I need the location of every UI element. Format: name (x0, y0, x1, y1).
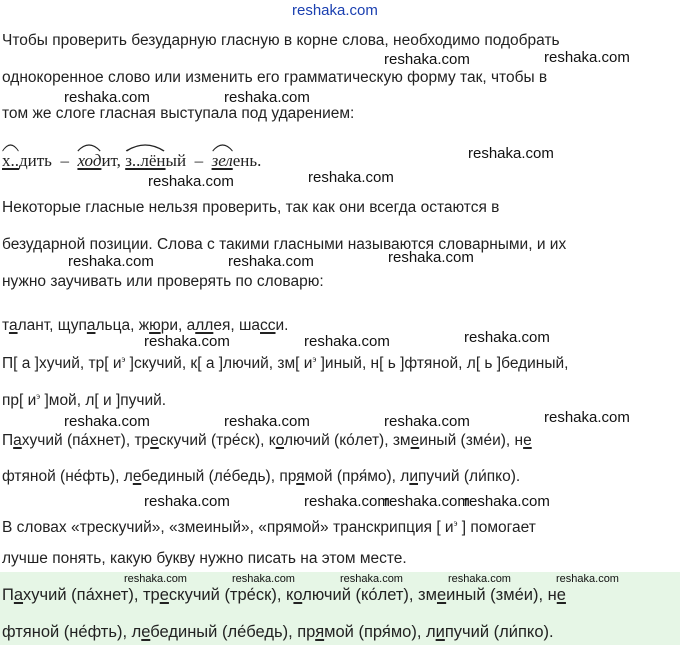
watermark: reshaka.com (544, 409, 630, 426)
watermark: reshaka.com (340, 573, 403, 585)
watermark: reshaka.com (304, 333, 390, 350)
watermark: reshaka.com (384, 493, 470, 510)
root-arc-3: з..лён (125, 151, 165, 171)
watermark: reshaka.com (224, 89, 310, 106)
answer-line-1: Пахучий (па́хнет), трескучий (тре́ск), колючий (ко́лет), змеиный (зме́и), не (2, 432, 532, 449)
watermark: reshaka.com (124, 573, 187, 585)
watermark: reshaka.com (64, 413, 150, 430)
para2-line-3: нужно заучивать или проверять по словарю: (2, 273, 324, 290)
watermark: reshaka.com (384, 413, 470, 430)
task-line-2: пр[ $и^э$ ]мой, л[ и ]пучий. (2, 391, 167, 410)
para2-line-1: Некоторые гласные нельзя проверить, так как они всегда остаются в (2, 199, 500, 216)
root-arc-2: ход (77, 151, 101, 171)
root-example: х..дить – ходит, з..лёный – зелень. (2, 151, 261, 171)
watermark: reshaka.com (464, 329, 550, 346)
watermark: reshaka.com (148, 173, 234, 190)
watermark: reshaka.com (304, 493, 390, 510)
watermark: reshaka.com (556, 573, 619, 585)
intro-line-1: Чтобы проверить безударную гласную в корне слова, необходимо подобрать (2, 32, 560, 49)
site-link[interactable]: reshaka.com (292, 2, 378, 19)
task-line-1: П[ а ]хучий, тр[ $и^э$ ]скучий, к[ а ]лючий, зм[ $и^э$ ]иный, н[ ь ]фтяной, л[ ь ]бединый, (2, 354, 569, 373)
watermark: reshaka.com (68, 253, 154, 270)
intro-line-2: однокоренное слово или изменить его грамматическую форму так, чтобы в (2, 69, 548, 86)
watermark: reshaka.com (64, 89, 150, 106)
dictionary-words: талант, щупальца, жюри, аллея, шасси. (2, 317, 289, 334)
root-arc-1: х.. (2, 151, 19, 171)
watermark: reshaka.com (308, 169, 394, 186)
highlight-line-2: фтяной (не́фть), лебединый (ле́бедь), прямой (пря́мо), липучий (ли́пко). (2, 623, 554, 641)
note-line-2: лучше понять, какую букву нужно писать на этом месте. (2, 550, 407, 567)
watermark: reshaka.com (224, 413, 310, 430)
watermark: reshaka.com (384, 51, 470, 68)
watermark: reshaka.com (144, 333, 230, 350)
answer-line-2: фтяной (не́фть), лебединый (ле́бедь), прямой (пря́мо), липучий (ли́пко). (2, 468, 521, 485)
watermark: reshaka.com (388, 249, 474, 266)
intro-line-3: том же слоге гласная выступала под ударением: (2, 105, 355, 122)
watermark: reshaka.com (468, 145, 554, 162)
watermark: reshaka.com (232, 573, 295, 585)
watermark: reshaka.com (464, 493, 550, 510)
watermark: reshaka.com (544, 49, 630, 66)
watermark: reshaka.com (144, 493, 230, 510)
para2-line-2: безударной позиции. Слова с такими гласными называются словарными, и их (2, 236, 567, 253)
watermark: reshaka.com (448, 573, 511, 585)
root-arc-4: зел (212, 151, 233, 171)
highlight-line-1: Пахучий (па́хнет), трескучий (тре́ск), колючий (ко́лет), змеиный (зме́и), не (2, 586, 566, 604)
note-line-1: В словах «трескучий», «змеиный», «прямой» транскрипция [ $и^э$ ] помогает (2, 518, 536, 537)
watermark: reshaka.com (228, 253, 314, 270)
